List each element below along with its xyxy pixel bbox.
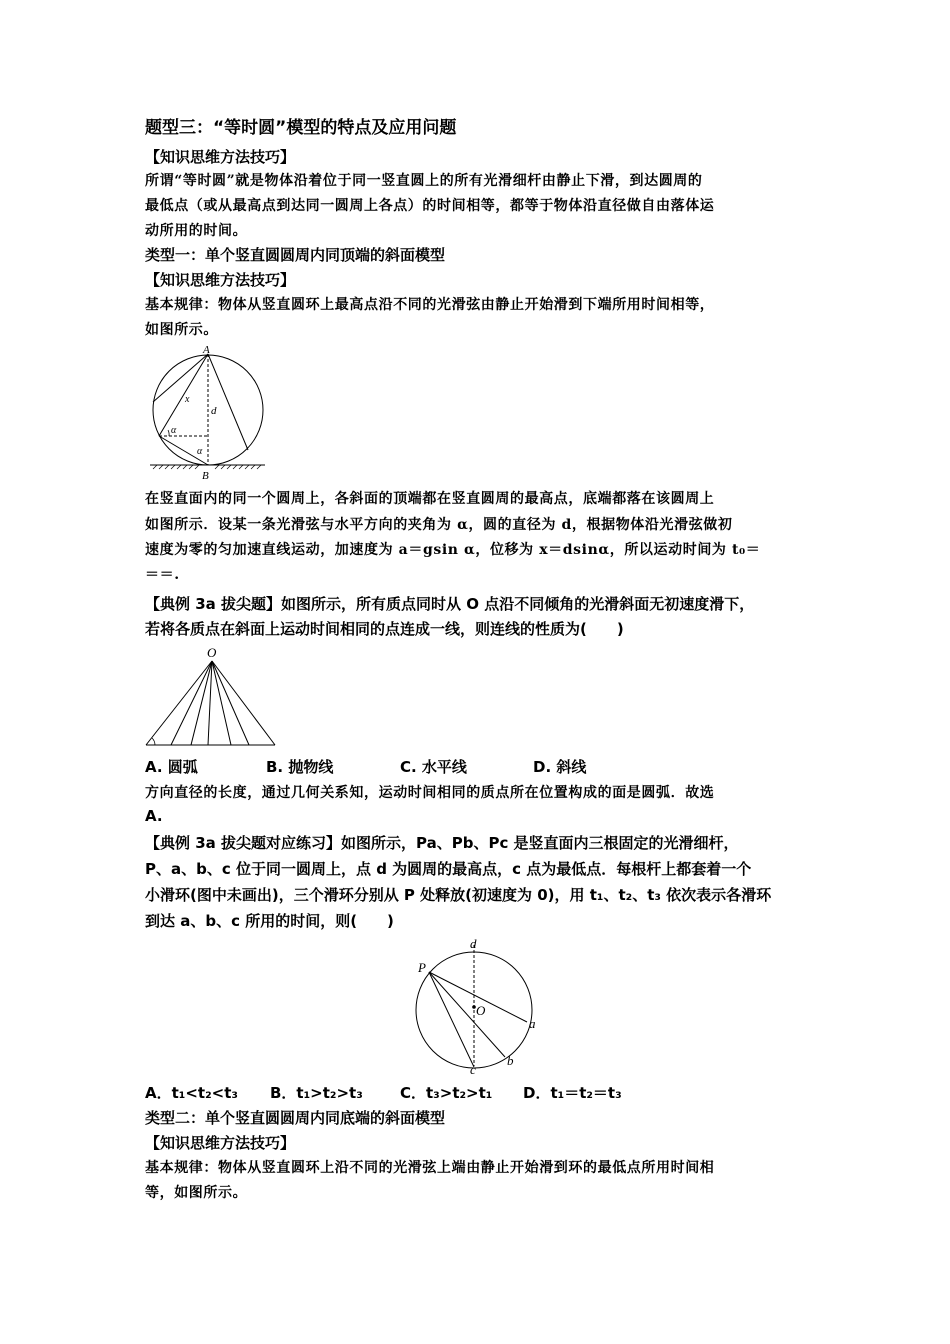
answer-line: A. xyxy=(145,807,163,825)
para2-line: 如图所示．设某一条光滑弦与水平方向的夹角为 α，圆的直径为 d，根据物体沿光滑弦做初 xyxy=(145,517,733,533)
option-c: C．t₃>t₂>t₁ xyxy=(400,1084,493,1102)
label-c: c xyxy=(470,1062,476,1077)
figure-circle-P-abc xyxy=(412,933,542,1075)
rule2-line: 等，如图所示。 xyxy=(145,1185,248,1201)
intro-line: 最低点（或从最高点到达同一圆周上各点）的时间相等，都等于物体沿直径做自由落体运 xyxy=(145,198,715,214)
option-a: A．t₁<t₂<t₃ xyxy=(145,1084,238,1102)
option-d: D. 斜线 xyxy=(533,758,587,776)
type2-heading: 类型二：单个竖直圆圆周内同底端的斜面模型 xyxy=(145,1109,446,1127)
label-O: O xyxy=(476,1003,486,1018)
example-3a-line: 【典例 3a 拔尖题】如图所示，所有质点同时从 O 点沿不同倾角的光滑斜面无初速度滑下， xyxy=(145,595,755,613)
example-3a-line: 若将各质点在斜面上运动时间相同的点连成一线，则连线的性质为( ) xyxy=(145,620,624,638)
label-d: d xyxy=(470,936,477,951)
para2-line: ＝＝. xyxy=(145,567,180,583)
para2-line: 速度为零的匀加速直线运动，加速度为 a＝gsin α，位移为 x＝dsinα，所以运动时间为 t₀＝ xyxy=(145,542,761,558)
section-title: 题型三：“等时圆”模型的特点及应用问题 xyxy=(145,118,457,138)
option-d: D．t₁＝t₂＝t₃ xyxy=(523,1084,622,1102)
heading-tips: 【知识思维方法技巧】 xyxy=(145,1134,296,1152)
example-3b-line: P、a、b、c 位于同一圆周上，点 d 为圆周的最高点，c 点为最低点．每根杆上都套着一个 xyxy=(145,860,752,878)
label-a: a xyxy=(529,1016,536,1031)
option-a: A. 圆弧 xyxy=(145,758,198,776)
label-d: d xyxy=(211,405,217,417)
label-alpha: α xyxy=(197,446,203,457)
answer-line: 方向直径的长度，通过几何关系知，运动时间相同的质点所在位置构成的面是圆弧．故选 xyxy=(145,785,715,801)
heading-tips: 【知识思维方法技巧】 xyxy=(145,271,296,289)
type1-heading: 类型一：单个竖直圆圆周内同顶端的斜面模型 xyxy=(145,246,446,264)
label-O: O xyxy=(207,645,217,660)
intro-line: 动所用的时间。 xyxy=(145,223,248,239)
para2-line: 在竖直面内的同一个圆周上，各斜面的顶端都在竖直圆周的最高点，底端都落在该圆周上 xyxy=(145,491,715,507)
example-3b-line: 到达 a、b、c 所用的时间，则( ) xyxy=(145,912,394,930)
intro-line: 所谓“等时圆”就是物体沿着位于同一竖直圆上的所有光滑细杆由静止下滑，到达圆周的 xyxy=(145,173,703,189)
example-3b-line: 【典例 3a 拔尖题对应练习】如图所示，Pa、Pb、Pc 是竖直面内三根固定的光滑细杆， xyxy=(145,834,739,852)
label-b: b xyxy=(507,1053,514,1068)
figure-equal-time-circle-top xyxy=(145,342,270,484)
label-x: x xyxy=(185,394,190,405)
option-b: B．t₁>t₂>t₃ xyxy=(270,1084,363,1102)
heading-tips: 【知识思维方法技巧】 xyxy=(145,148,296,166)
label-A: A xyxy=(203,344,210,356)
label-alpha: α xyxy=(171,425,177,436)
figure-inclines-from-O xyxy=(145,643,277,747)
rule2-line: 基本规律：物体从竖直圆环上沿不同的光滑弦上端由静止开始滑到环的最低点所用时间相 xyxy=(145,1160,715,1176)
rule1-line: 如图所示。 xyxy=(145,322,218,338)
example-3b-line: 小滑环(图中未画出)，三个滑环分别从 P 处释放(初速度为 0)，用 t₁、t₂、t₃ 依次表示各滑环 xyxy=(145,886,772,904)
option-b: B. 抛物线 xyxy=(266,758,334,776)
option-c: C. 水平线 xyxy=(400,758,467,776)
label-B: B xyxy=(202,470,209,482)
label-P: P xyxy=(418,960,426,975)
rule1-line: 基本规律：物体从竖直圆环上最高点沿不同的光滑弦由静止开始滑到下端所用时间相等， xyxy=(145,297,715,313)
